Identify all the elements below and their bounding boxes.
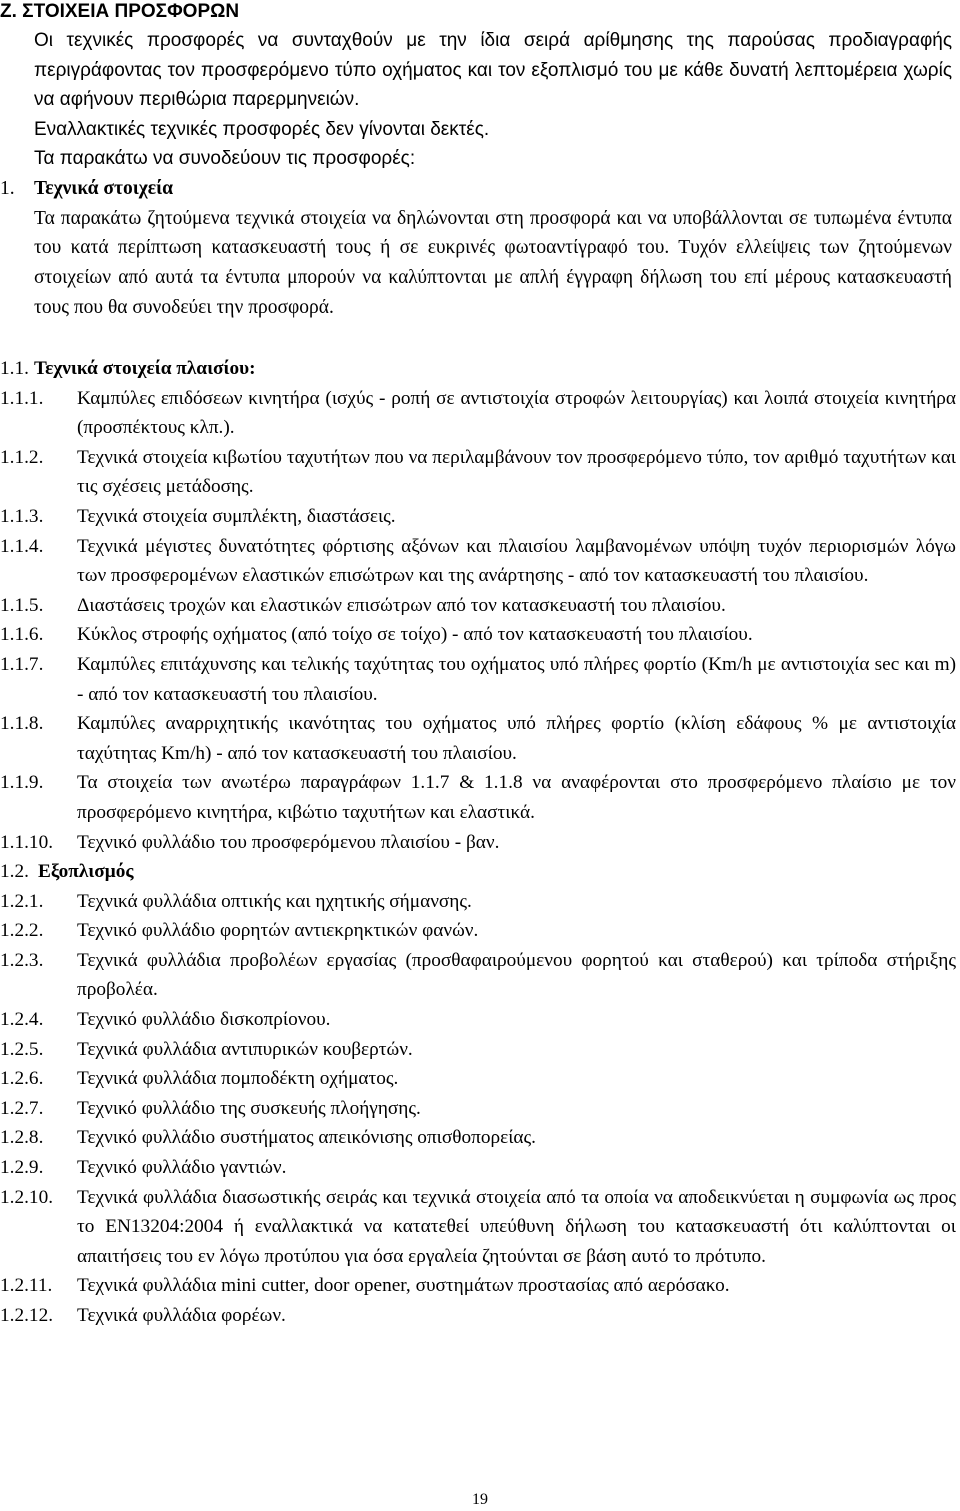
item-text: Καμπύλες επιδόσεων κινητήρα (ισχύς - ροπή σε αντιστοιχία στροφών λειτουργίας) και λοιπά στοιχεία κινητήρα (προσπέκτους κλπ.).: [77, 387, 956, 439]
item-text: Τεχνικά φυλλάδια προβολέων εργασίας (προσθαφαιρούμενου φορητού και σταθερού) και τρίποδα στήριξης προβολέα.: [77, 949, 956, 1001]
section-title: Τεχνικά στοιχεία πλαισίου:: [34, 358, 256, 379]
intro-paragraph: Τα παρακάτω να συνοδεύουν τις προσφορές:: [34, 148, 416, 169]
item-number: 1.1.9.: [0, 772, 44, 794]
item-text: Τα στοιχεία των ανωτέρω παραγράφων 1.1.7 & 1.1.8 να αναφέρονται στο προσφερόμενο πλαίσιο με τον προσφερόμενο κινητήρα, κιβώτιο ταχυτήτων και ελαστικά.: [77, 772, 956, 823]
item-number: 1.: [0, 178, 15, 199]
item-number: 1.2.8.: [0, 1127, 44, 1149]
list-item: [0, 1064, 956, 1094]
item-body: Τα παρακάτω ζητούμενα τεχνικά στοιχεία να δηλώνονται στη προσφορά και να υποβάλλονται σε τυπωμένα έντυπα του κατά περίπτωση κατασκευαστή τους ή σε ευκρινές φωτοαντίγραφό του. Τυχόν ελλείψεις των ζητούμενων στοιχείων από αυτά τα έντυπα μπορούν να καλύπτονται με απλή έγγραφη δήλωση του επί μέρους κατασκευαστή τους που θα συνοδεύει την προσφορά.: [34, 207, 952, 318]
item-number: 1.2.5.: [0, 1038, 44, 1060]
item-text: Κύκλος στροφής οχήματος (από τοίχο σε τοίχο) - από τον κατασκευαστή του πλαισίου.: [77, 624, 753, 646]
item-text: Τεχνικά μέγιστες δυνατότητες φόρτισης αξόνων και πλαισίου λαμβανομένων υπόψη τυχόν περιορισμών λόγω των προσφερομένων ελαστικών επισώτρων και της ανάρτησης - από τον κατασκευαστή του πλαισίου.: [77, 535, 956, 587]
spec-list: [0, 354, 956, 1331]
item-number: 1.1.8.: [0, 713, 44, 735]
item-text: Τεχνικά φυλλάδια αντιπυρικών κουβερτών.: [77, 1038, 413, 1060]
item-number: 1.2.2.: [0, 920, 44, 942]
list-item: [0, 887, 956, 917]
item-number: 1.1.5.: [0, 594, 44, 616]
list-item: [0, 1183, 956, 1272]
item-number: 1.1.10.: [0, 831, 54, 853]
list-item: [0, 384, 956, 443]
item-number: 1.1.6.: [0, 624, 44, 646]
item-text: Τεχνικά φυλλάδια διασωστικής σειράς και τεχνικά στοιχεία από τα οποία να αποδεικνύεται η συμφωνία ως προς το EN13204:2004 ή εναλλακτικά να κατατεθεί υπεύθυνη δήλωση του κατασκευαστή ότι καλύπτονται οι απαιτήσεις του εν λόγω προτύπου για όσα εργαλεία ζητούνται σε βάση αυτό το πρότυπο.: [77, 1186, 956, 1267]
item-text: Τεχνικά φυλλάδια mini cutter, door opener, συστημάτων προστασίας από αερόσακο.: [77, 1275, 730, 1297]
item-number: 1.1.4.: [0, 535, 44, 557]
section-chassis-heading: [0, 354, 956, 384]
list-item: [0, 1035, 956, 1065]
item-text: Τεχνικά στοιχεία συμπλέκτη, διαστάσεις.: [77, 505, 396, 527]
item-number: 1.2.3.: [0, 949, 44, 971]
list-item: [0, 768, 956, 827]
list-item: [0, 1123, 956, 1153]
list-item: [0, 650, 956, 709]
section-title: Εξοπλισμός: [38, 861, 134, 883]
list-item: [0, 591, 956, 621]
item-number: 1.1.1.: [0, 387, 44, 409]
list-item: [0, 620, 956, 650]
list-item: [0, 916, 956, 946]
item-number: 1.2.4.: [0, 1009, 44, 1031]
section-number: 1.2.: [0, 861, 29, 883]
item-text: Τεχνικό φυλλάδιο του προσφερόμενου πλαισίου - βαν.: [77, 831, 500, 853]
list-item: [0, 828, 956, 858]
list-item: [0, 1005, 956, 1035]
item-text: Διαστάσεις τροχών και ελαστικών επισώτρων από τον κατασκευαστή του πλαισίου.: [77, 594, 726, 616]
item-title: Τεχνικά στοιχεία: [34, 178, 174, 199]
intro-paragraph: Οι τεχνικές προσφορές να συνταχθούν με την ίδια σειρά αρίθμησης της παρούσας προδιαγραφής περιγράφοντας τον προσφερόμενο τύπο οχήματος και τον εξοπλισμό του με κάθε δυνατή λεπτομέρεια χωρίς να αφήνουν περιθώρια παρερμηνειών.: [34, 30, 952, 110]
page-number: 19: [472, 1491, 488, 1508]
item-text: Τεχνικό φυλλάδιο συστήματος απεικόνισης οπισθοπορείας.: [77, 1127, 536, 1149]
list-item: [0, 1301, 956, 1331]
item-text: Καμπύλες αναρριχητικής ικανότητας του οχήματος υπό πλήρες φορτίο (κλίση εδάφους % με αντιστοιχία ταχύτητας Km/h) - από τον κατασκευαστή του πλαισίου.: [77, 713, 956, 764]
item-text: Τεχνικά στοιχεία κιβωτίου ταχυτήτων που να περιλαμβάνουν τον προσφερόμενο τύπο, τον αριθμό ταχυτήτων και τις σχέσεις μετάδοσης.: [77, 446, 956, 498]
list-item: [0, 946, 956, 1005]
section-number: 1.1.: [0, 358, 29, 379]
item-number: 1.2.1.: [0, 890, 44, 912]
item-text: Τεχνικό φυλλάδιο γαντιών.: [77, 1157, 287, 1179]
item-number: 1.1.3.: [0, 505, 44, 527]
item-text: Τεχνικό φυλλάδιο της συσκευής πλοήγησης.: [77, 1097, 421, 1119]
item-number: 1.2.10.: [0, 1186, 54, 1208]
list-item: [0, 1271, 956, 1301]
list-item: [0, 1153, 956, 1183]
item-number: 1.2.9.: [0, 1157, 44, 1179]
item-number: 1.2.6.: [0, 1068, 44, 1090]
section-heading: Ζ. ΣΤΟΙΧΕΙΑ ΠΡΟΣΦΟΡΩΝ: [0, 1, 240, 22]
item-number: 1.2.11.: [0, 1275, 53, 1297]
list-item: [0, 1094, 956, 1124]
item-number: 1.1.7.: [0, 653, 44, 675]
list-item: [0, 532, 956, 591]
item-number: 1.2.7.: [0, 1097, 44, 1119]
item-text: Τεχνικά φυλλάδια οπτικής και ηχητικής σήμανσης.: [77, 890, 472, 912]
intro-block: [34, 26, 952, 174]
item-text: Καμπύλες επιτάχυνσης και τελικής ταχύτητας του οχήματος υπό πλήρες φορτίο (Km/h με αντιστοιχία sec και m) - από τον κατασκευαστή του πλαισίου.: [77, 653, 956, 705]
list-item: [0, 709, 956, 768]
item-text: Τεχνικό φυλλάδιο δισκοπρίονου.: [77, 1009, 331, 1031]
list-item: [0, 443, 956, 502]
section-equipment-heading: [0, 857, 956, 887]
intro-paragraph: Εναλλακτικές τεχνικές προσφορές δεν γίνονται δεκτές.: [34, 118, 490, 140]
item-number: 1.2.12.: [0, 1305, 54, 1326]
item-text: Τεχνικό φυλλάδιο φορητών αντιεκρηκτικών φανών.: [77, 920, 479, 942]
list-item: [0, 502, 956, 532]
item-text: Τεχνικά φυλλάδια πομποδέκτη οχήματος.: [77, 1068, 399, 1090]
item-text: Τεχνικά φυλλάδια φορέων.: [77, 1305, 286, 1326]
item-number: 1.1.2.: [0, 446, 44, 468]
